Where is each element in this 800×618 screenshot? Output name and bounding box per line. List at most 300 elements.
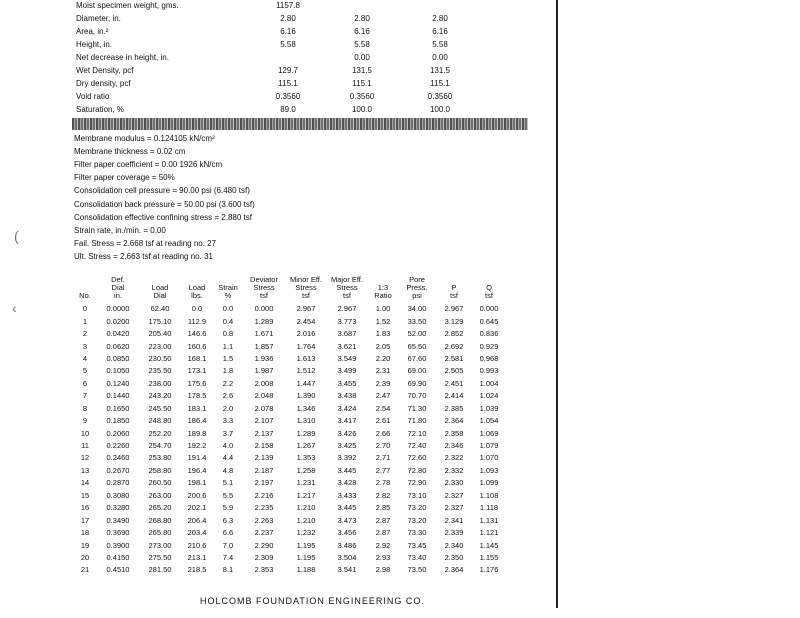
property-value: 0.3560 [275, 92, 301, 101]
table-row [74, 427, 506, 439]
property-value: 6.16 [280, 27, 296, 36]
table-cell: 2.187 [254, 465, 274, 475]
param-line: Membrane thickness = 0.02 cm [74, 147, 186, 156]
table-cell: 8.1 [222, 565, 234, 575]
table-cell: 1.232 [296, 528, 316, 538]
property-value: 0.3560 [349, 92, 375, 101]
property-value: 2.80 [432, 14, 448, 23]
table-cell: 33.50 [407, 316, 427, 326]
table-cell: 258.80 [148, 465, 172, 475]
table-cell: 8 [82, 403, 88, 413]
table-cell: 0.1050 [106, 366, 130, 376]
table-cell: 16 [80, 503, 90, 513]
table-cell: 0.0200 [106, 316, 130, 326]
table-cell: 2.327 [444, 503, 464, 513]
table-cell: 2.414 [444, 391, 464, 401]
table-cell: 178.5 [187, 391, 207, 401]
table-cell: 21 [80, 565, 90, 575]
table-cell: 2.61 [375, 416, 391, 426]
table-row [74, 490, 506, 502]
table-cell: 2.6 [222, 391, 234, 401]
table-cell: 0.0420 [106, 329, 130, 339]
table-cell: 0.000 [479, 304, 499, 314]
table-cell: 2.967 [337, 304, 357, 314]
table-cell: 0.2870 [106, 478, 130, 488]
table-cell: 0.0 [222, 304, 234, 314]
table-cell: 3.455 [337, 378, 357, 388]
scan-noise-band [72, 118, 528, 130]
table-row [74, 552, 506, 564]
table-cell: 213.1 [187, 552, 207, 562]
table-cell: 175.10 [148, 316, 172, 326]
column-header-text: Dial [111, 283, 125, 292]
property-value: 100.0 [351, 105, 373, 114]
table-cell: 2.77 [375, 465, 391, 475]
table-cell: 2.05 [375, 341, 391, 351]
table-cell: 65.50 [407, 341, 427, 351]
table-cell: 1.195 [296, 552, 316, 562]
table-cell: 0.2670 [106, 465, 130, 475]
table-cell: 2.31 [375, 366, 391, 376]
table-cell: 268.80 [148, 515, 172, 525]
table-cell: 265.20 [148, 503, 172, 513]
table-row [74, 415, 506, 427]
table-cell: 196.4 [187, 465, 207, 475]
table-cell: 3.445 [337, 503, 357, 513]
table-cell: 3.773 [337, 316, 357, 326]
table-cell: 0.0850 [106, 353, 130, 363]
table-cell: 3.473 [337, 515, 357, 525]
property-value: 5.58 [280, 40, 296, 49]
table-cell: 1.83 [375, 329, 391, 339]
property-value: 6.16 [432, 27, 448, 36]
table-row [74, 328, 506, 340]
table-cell: 1.00 [375, 304, 391, 314]
table-cell: 2.98 [375, 565, 391, 575]
table-cell: 1.512 [296, 366, 316, 376]
table-cell: 2.330 [444, 478, 464, 488]
table-cell: 73.10 [407, 490, 427, 500]
table-cell: 218.5 [187, 565, 207, 575]
table-cell: 2.235 [254, 503, 274, 513]
table-cell: 2.505 [444, 366, 464, 376]
table-cell: 2.87 [375, 528, 391, 538]
table-cell: 230.50 [148, 353, 172, 363]
table-cell: 2.048 [254, 391, 274, 401]
table-cell: 70.70 [407, 391, 427, 401]
table-cell: 0.3080 [106, 490, 130, 500]
table-row [74, 477, 506, 489]
table-cell: 243.20 [148, 391, 172, 401]
table-cell: 2.54 [375, 403, 391, 413]
table-cell: 0.929 [479, 341, 499, 351]
table-cell: 3.456 [337, 528, 357, 538]
table-cell: 0.0620 [106, 341, 130, 351]
table-cell: 2.237 [254, 528, 274, 538]
table-cell: 189.8 [187, 428, 207, 438]
table-cell: 73.20 [407, 503, 427, 513]
column-header-text: Deviator [250, 275, 278, 284]
table-cell: 2.364 [444, 565, 464, 575]
table-cell: 1.987 [254, 366, 274, 376]
table-cell: 1.176 [479, 565, 499, 575]
table-row [74, 390, 506, 402]
property-label: Void ratio [76, 92, 110, 101]
column-header-text: in. [114, 291, 122, 300]
table-cell: 2.967 [444, 304, 464, 314]
table-cell: 1.121 [479, 528, 499, 538]
table-cell: 52.00 [407, 329, 427, 339]
column-header [286, 270, 326, 303]
table-cell: 192.2 [187, 441, 207, 451]
table-cell: 2.78 [375, 478, 391, 488]
table-cell: 14 [80, 478, 90, 488]
table-cell: 3.7 [222, 428, 234, 438]
table-cell: 3.445 [337, 465, 357, 475]
property-value: 115.1 [430, 79, 450, 88]
param-line: Filter paper coefficient = 0.00 1926 kN/cm [74, 160, 223, 169]
table-cell: 1.210 [296, 503, 316, 513]
table-cell: 2.197 [254, 478, 274, 488]
table-cell: 1.155 [479, 552, 499, 562]
property-value: 100.0 [429, 105, 451, 114]
table-cell: 1.054 [479, 416, 499, 426]
table-cell: 3.549 [337, 353, 357, 363]
column-header-text: Ratio [374, 291, 392, 300]
table-cell: 2.85 [375, 503, 391, 513]
property-value: 131.5 [351, 66, 373, 75]
table-cell: 2.358 [444, 428, 464, 438]
scan-mark: ‹ [12, 300, 17, 316]
table-cell: 2.692 [444, 341, 464, 351]
table-cell: 1.131 [479, 515, 499, 525]
table-cell: 168.1 [187, 353, 207, 363]
column-header-text: tsf [343, 291, 351, 300]
table-cell: 1.099 [479, 478, 499, 488]
table-cell: 0.0000 [106, 304, 130, 314]
column-header [242, 270, 286, 303]
property-label: Net decrease in height, in. [76, 53, 169, 62]
table-row [74, 452, 506, 464]
column-header [368, 270, 398, 303]
table-cell: 3.392 [337, 453, 357, 463]
table-cell: 2.216 [254, 490, 274, 500]
property-value: 5.58 [354, 40, 370, 49]
column-header [96, 270, 140, 303]
table-cell: 18 [80, 528, 90, 538]
table-cell: 19 [80, 540, 90, 550]
table-cell: 2.451 [444, 378, 464, 388]
table-cell: 0.3490 [106, 515, 130, 525]
table-cell: 2.364 [444, 416, 464, 426]
property-value: 1157.8 [276, 1, 300, 10]
table-cell: 67.60 [407, 353, 427, 363]
table-cell: 3.129 [444, 316, 464, 326]
table-cell: 275.50 [148, 552, 172, 562]
table-cell: 2.70 [375, 441, 391, 451]
table-cell: 2.340 [444, 540, 464, 550]
table-cell: 252.20 [148, 428, 172, 438]
table-row [74, 502, 506, 514]
param-line: Membrane modulus = 0.124105 kN/cm² [74, 134, 215, 143]
table-cell: 1.024 [479, 391, 499, 401]
table-cell: 2.39 [375, 378, 391, 388]
table-cell: 2.339 [444, 528, 464, 538]
table-header-row [74, 270, 506, 303]
table-cell: 0.3900 [106, 540, 130, 550]
table-cell: 1.447 [296, 378, 316, 388]
table-cell: 1.671 [254, 329, 274, 339]
table-cell: 4.8 [222, 465, 234, 475]
table-cell: 6.3 [222, 515, 234, 525]
table-cell: 2.309 [254, 552, 274, 562]
readings-table [74, 270, 506, 577]
table-cell: 2.82 [375, 490, 391, 500]
table-cell: 248.80 [148, 416, 172, 426]
param-line: Filter paper coverage = 50% [74, 173, 175, 182]
param-line: Consolidation back pressure = 50.00 psi (3.600 tsf) [74, 200, 255, 209]
table-row [74, 465, 506, 477]
table-cell: 1.217 [296, 490, 316, 500]
column-header-text: Pore [409, 275, 425, 284]
table-cell: 0.1650 [106, 403, 130, 413]
table-cell: 2.137 [254, 428, 274, 438]
table-cell: 0.3690 [106, 528, 130, 538]
table-cell: 1.093 [479, 465, 499, 475]
table-cell: 2.353 [254, 565, 274, 575]
column-header-text: No. [79, 291, 91, 300]
column-header-text: lbs. [191, 291, 203, 300]
column-header-text: Q [486, 283, 492, 292]
param-line: Fail. Stress = 2.668 tsf at reading no. 27 [74, 239, 217, 248]
table-cell: 69.00 [407, 366, 427, 376]
table-cell: 3.428 [337, 478, 357, 488]
table-cell: 1.353 [296, 453, 316, 463]
document-sheet [58, 0, 558, 618]
table-cell: 2.263 [254, 515, 274, 525]
table-cell: 9 [82, 416, 88, 426]
table-cell: 72.80 [407, 465, 427, 475]
table-cell: 12 [80, 453, 90, 463]
property-value: 6.16 [354, 27, 370, 36]
table-cell: 2.87 [375, 515, 391, 525]
table-cell: 1.145 [479, 540, 499, 550]
table-cell: 3.425 [337, 441, 357, 451]
column-header-text: Stress [336, 283, 358, 292]
table-cell: 1.390 [296, 391, 316, 401]
table-cell: 0.645 [479, 316, 499, 326]
table-cell: 3.499 [337, 366, 357, 376]
table-cell: 2.078 [254, 403, 274, 413]
table-cell: 1.069 [479, 428, 499, 438]
property-label: Area, in.² [76, 27, 109, 36]
table-cell: 223.00 [148, 341, 172, 351]
table-cell: 0.4510 [106, 565, 130, 575]
table-cell: 1.857 [254, 341, 274, 351]
table-cell: 0.1440 [106, 391, 130, 401]
company-footer: HOLCOMB FOUNDATION ENGINEERING CO. [200, 596, 425, 606]
column-header [472, 270, 506, 303]
table-cell: 0.1240 [106, 378, 130, 388]
table-cell: 3.438 [337, 391, 357, 401]
column-header-text: Stress [253, 283, 275, 292]
table-cell: 2.341 [444, 515, 464, 525]
table-row [74, 403, 506, 415]
table-cell: 3.621 [337, 341, 357, 351]
table-cell: 13 [80, 465, 90, 475]
table-cell: 1.289 [254, 316, 274, 326]
property-label: Moist specimen weight, gms. [76, 1, 179, 10]
table-cell: 2.016 [296, 329, 316, 339]
table-cell: 146.6 [187, 329, 207, 339]
table-row [74, 353, 506, 365]
column-header [140, 270, 180, 303]
table-cell: 71.30 [407, 403, 427, 413]
table-cell: 2.66 [375, 428, 391, 438]
table-cell: 2.20 [375, 353, 391, 363]
table-cell: 2.47 [375, 391, 391, 401]
table-cell: 1.004 [479, 378, 499, 388]
param-line: Consolidation effective confining stress = 2.880 tsf [74, 213, 252, 222]
table-cell: 1.188 [296, 565, 316, 575]
table-cell: 2.852 [444, 329, 464, 339]
property-value: 2.80 [354, 14, 370, 23]
table-cell: 2.332 [444, 465, 464, 475]
table-cell: 0 [82, 304, 88, 314]
table-cell: 15 [80, 490, 90, 500]
table-cell: 263.00 [148, 490, 172, 500]
table-cell: 0.0 [191, 304, 203, 314]
table-row [74, 440, 506, 452]
table-cell: 253.80 [148, 453, 172, 463]
table-cell: 0.4150 [106, 552, 130, 562]
table-cell: 0.000 [254, 304, 274, 314]
table-cell: 1.210 [296, 515, 316, 525]
property-label: Diameter, in. [76, 14, 121, 23]
property-value: 0.00 [432, 53, 448, 62]
table-cell: 3 [82, 341, 88, 351]
property-value: 89.0 [280, 105, 296, 114]
column-header [180, 270, 214, 303]
table-cell: 0.3280 [106, 503, 130, 513]
table-cell: 191.4 [187, 453, 207, 463]
table-cell: 198.1 [187, 478, 207, 488]
table-cell: 3.426 [337, 428, 357, 438]
table-cell: 1.267 [296, 441, 316, 451]
table-cell: 1.039 [479, 403, 499, 413]
table-cell: 62.40 [150, 304, 170, 314]
table-cell: 245.50 [148, 403, 172, 413]
table-cell: 1.5 [222, 353, 234, 363]
table-cell: 2.0 [222, 403, 234, 413]
table-cell: 1.1 [222, 341, 234, 351]
table-cell: 260.50 [148, 478, 172, 488]
table-cell: 3.486 [337, 540, 357, 550]
table-cell: 175.6 [187, 378, 207, 388]
table-cell: 254.70 [148, 441, 172, 451]
table-cell: 71.80 [407, 416, 427, 426]
table-cell: 73.40 [407, 552, 427, 562]
table-cell: 1.070 [479, 453, 499, 463]
param-line: Ult. Stress = 2.663 tsf at reading no. 31 [74, 252, 213, 261]
table-cell: 1.258 [296, 465, 316, 475]
table-cell: 2.107 [254, 416, 274, 426]
table-row [74, 315, 506, 327]
table-cell: 0.836 [479, 329, 499, 339]
table-cell: 0.1850 [106, 416, 130, 426]
column-header-text: Strain [218, 283, 238, 292]
table-cell: 2.290 [254, 540, 274, 550]
table-cell: 200.6 [187, 490, 207, 500]
table-cell: 2.581 [444, 353, 464, 363]
column-header-text: tsf [485, 291, 493, 300]
property-value: 115.1 [352, 79, 372, 88]
table-cell: 17 [80, 515, 90, 525]
table-cell: 2.139 [254, 453, 274, 463]
table-cell: 0.2460 [106, 453, 130, 463]
table-cell: 7.4 [222, 552, 234, 562]
table-cell: 1.346 [296, 403, 316, 413]
table-cell: 2.2 [222, 378, 234, 388]
property-value: 0.00 [354, 53, 370, 62]
table-cell: 265.80 [148, 528, 172, 538]
table-cell: 2.158 [254, 441, 274, 451]
property-value: 0.3560 [427, 92, 453, 101]
table-cell: 1.936 [254, 353, 274, 363]
column-header-text: 1:3 [377, 283, 389, 292]
param-line: Strain rate, in./min. = 0.00 [74, 226, 166, 235]
table-cell: 10 [80, 428, 90, 438]
table-cell: 7 [82, 391, 88, 401]
table-cell: 1.310 [296, 416, 316, 426]
table-cell: 0.2060 [106, 428, 130, 438]
property-value: 2.80 [280, 14, 296, 23]
table-cell: 281.50 [148, 565, 172, 575]
table-cell: 73.50 [407, 565, 427, 575]
column-header-text: psi [412, 291, 422, 300]
table-cell: 6.6 [222, 528, 234, 538]
table-cell: 34.00 [407, 304, 427, 314]
table-cell: 0.4 [222, 316, 234, 326]
table-cell: 3.417 [337, 416, 357, 426]
param-line: Consolidation cell pressure = 90.00 psi (6.480 tsf) [74, 186, 250, 195]
table-cell: 2.385 [444, 403, 464, 413]
table-cell: 112.9 [187, 316, 207, 326]
page-edge [556, 0, 558, 608]
table-cell: 72.90 [407, 478, 427, 488]
table-cell: 1.52 [375, 316, 391, 326]
table-cell: 205.40 [148, 329, 172, 339]
table-cell: 173.1 [187, 366, 207, 376]
table-row [74, 303, 506, 315]
table-cell: 273.00 [148, 540, 172, 550]
property-value: 129.7 [277, 66, 299, 75]
table-row [74, 527, 506, 539]
table-cell: 160.6 [187, 341, 207, 351]
column-header-text: tsf [302, 291, 310, 300]
column-header-text: tsf [450, 291, 458, 300]
table-cell: 2.350 [444, 552, 464, 562]
column-header-text: % [224, 291, 232, 300]
table-cell: 69.90 [407, 378, 427, 388]
table-cell: 72.40 [407, 441, 427, 451]
table-cell: 20 [80, 552, 90, 562]
table-cell: 73.20 [407, 515, 427, 525]
table-cell: 1.613 [296, 353, 316, 363]
table-cell: 3.424 [337, 403, 357, 413]
column-header [74, 270, 96, 303]
column-header-text: Minor Eff. [290, 275, 322, 284]
